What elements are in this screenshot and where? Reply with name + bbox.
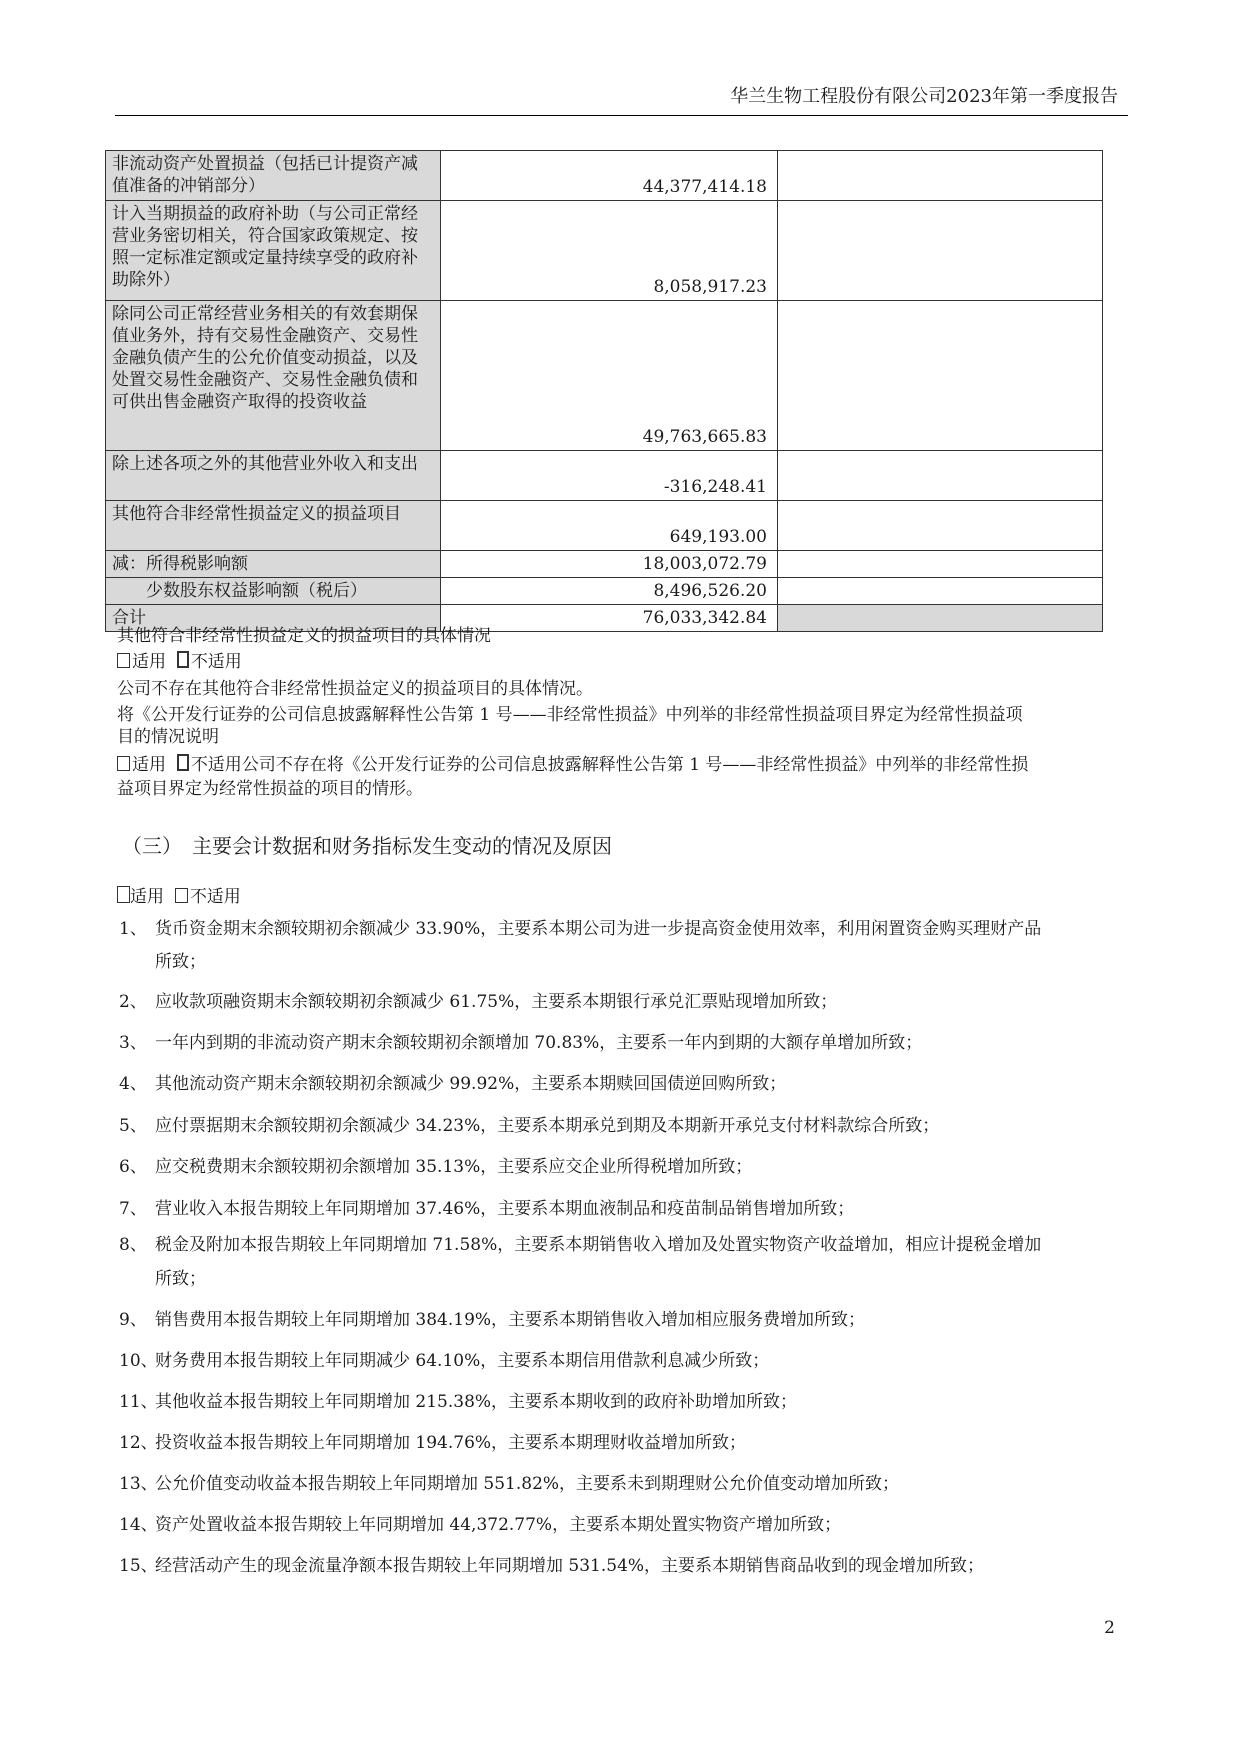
checkbox-applicable[interactable] bbox=[117, 653, 130, 668]
table-row bbox=[106, 578, 1103, 605]
checkbox-applicable[interactable] bbox=[117, 756, 130, 771]
item-cell: 除上述各项之外的其他营业外收入和支出 bbox=[106, 451, 441, 501]
list-item bbox=[119, 1073, 786, 1095]
list-item: 所致； bbox=[155, 952, 206, 972]
table-row bbox=[106, 201, 1103, 301]
list-number: 3、 bbox=[119, 1033, 147, 1053]
label-not-applicable: 不适用 bbox=[189, 887, 241, 907]
table-row bbox=[106, 551, 1103, 578]
amount-cell: 44,377,414.18 bbox=[441, 151, 778, 201]
list-item bbox=[119, 1514, 841, 1536]
list-text: 一年内到期的非流动资产期末余额较期初余额增加 70.83%，主要系一年内到期的大额存单增加所致； bbox=[155, 1033, 923, 1053]
list-item bbox=[119, 918, 1041, 940]
item-cell: 减：所得税影响额 bbox=[106, 551, 441, 578]
note-cell bbox=[778, 501, 1103, 551]
list-number: 10、 bbox=[119, 1351, 158, 1371]
list-item bbox=[119, 1391, 797, 1413]
checkbox-not-applicable[interactable] bbox=[175, 888, 188, 903]
table-row bbox=[106, 301, 1103, 451]
reclass-title-line1: 将《公开发行证券的公司信息披露解释性公告第 1 号——非经常性损益》中列举的非经常性损益项目界定为经常性损益项 bbox=[117, 705, 1023, 725]
note-cell bbox=[778, 605, 1103, 632]
list-number: 1、 bbox=[119, 919, 147, 939]
list-text: 投资收益本报告期较上年同期增加 194.76%，主要系本期理财收益增加所致； bbox=[155, 1433, 747, 1453]
amount-cell: 18,003,072.79 bbox=[441, 551, 778, 578]
list-item bbox=[119, 991, 837, 1013]
list-number: 5、 bbox=[119, 1116, 147, 1136]
note-cell bbox=[778, 551, 1103, 578]
list-number: 9、 bbox=[119, 1310, 147, 1330]
list-item bbox=[119, 1198, 854, 1220]
list-item bbox=[119, 1555, 984, 1577]
list-item bbox=[119, 1350, 769, 1372]
list-text: 其他收益本报告期较上年同期增加 215.38%，主要系本期收到的政府补助增加所致； bbox=[155, 1392, 798, 1412]
reclass-statement-line1 bbox=[117, 754, 1028, 776]
list-number: 6、 bbox=[119, 1157, 147, 1177]
list-text: 经营活动产生的现金流量净额本报告期较上年同期增加 531.54%，主要系本期销售商品收到的现金增加所致； bbox=[155, 1556, 985, 1576]
other-items-statement: 公司不存在其他符合非经常性损益定义的损益项目的具体情况。 bbox=[117, 679, 593, 699]
list-text: 公允价值变动收益本报告期较上年同期增加 551.82%，主要系未到期理财公允价值变动增加所致； bbox=[155, 1474, 900, 1494]
amount-cell: 649,193.00 bbox=[441, 501, 778, 551]
table-row bbox=[106, 151, 1103, 201]
list-text: 其他流动资产期末余额较期初余额减少 99.92%，主要系本期赎回国债逆回购所致； bbox=[155, 1074, 787, 1094]
other-items-title: 其他符合非经常性损益定义的损益项目的具体情况 bbox=[117, 626, 491, 646]
table-row bbox=[106, 501, 1103, 551]
list-item bbox=[119, 1234, 1041, 1256]
list-text: 税金及附加本报告期较上年同期增加 71.58%，主要系本期销售收入增加及处置实物资产收益增加，相应计提税金增加 bbox=[155, 1235, 1042, 1255]
list-number: 4、 bbox=[119, 1074, 147, 1094]
list-number: 15、 bbox=[119, 1556, 158, 1576]
list-number: 8、 bbox=[119, 1235, 147, 1255]
list-number: 12、 bbox=[119, 1433, 158, 1453]
list-text: 营业收入本报告期较上年同期增加 37.46%，主要系本期血液制品和疫苗制品销售增加所致； bbox=[155, 1199, 855, 1219]
report-header: 华兰生物工程股份有限公司2023年第一季度报告 bbox=[730, 86, 1118, 107]
list-number: 14、 bbox=[119, 1515, 158, 1535]
list-text: 销售费用本报告期较上年同期增加 384.19%，主要系本期销售收入增加相应服务费增加所致； bbox=[155, 1310, 866, 1330]
list-item bbox=[119, 1032, 922, 1054]
item-cell: 计入当期损益的政府补助（与公司正常经营业务密切相关，符合国家政策规定、按照一定标准定额或定量持续享受的政府补助除外） bbox=[106, 201, 441, 301]
item-cell: 其他符合非经常性损益定义的损益项目 bbox=[106, 501, 441, 551]
note-cell bbox=[778, 201, 1103, 301]
amount-cell: 8,058,917.23 bbox=[441, 201, 778, 301]
list-item bbox=[119, 1115, 939, 1137]
list-item: 所致； bbox=[155, 1269, 206, 1289]
other-items-checkboxes bbox=[117, 651, 242, 673]
list-item bbox=[119, 1309, 865, 1331]
label-not-applicable: 不适用 bbox=[190, 652, 242, 672]
checkbox-not-applicable[interactable] bbox=[177, 754, 189, 771]
reclass-title-line2: 目的情况说明 bbox=[117, 727, 219, 747]
item-cell: 合计 bbox=[106, 605, 441, 632]
item-cell: 非流动资产处置损益（包括已计提资产减值准备的冲销部分） bbox=[106, 151, 441, 201]
item-cell: 少数股东权益影响额（税后） bbox=[106, 578, 441, 605]
list-number: 2、 bbox=[119, 992, 147, 1012]
note-cell bbox=[778, 151, 1103, 201]
list-text: 应付票据期末余额较期初余额减少 34.23%，主要系本期承兑到期及本期新开承兑支付材料款综合所致； bbox=[155, 1116, 940, 1136]
section-heading: （三） 主要会计数据和财务指标发生变动的情况及原因 bbox=[122, 834, 612, 858]
amount-cell: 49,763,665.83 bbox=[441, 301, 778, 451]
label-applicable: 适用 bbox=[132, 755, 166, 775]
table-row bbox=[106, 451, 1103, 501]
reclass-statement: 公司不存在将《公开发行证券的公司信息披露解释性公告第 1 号——非经常性损益》中列举的非经常性损 bbox=[241, 755, 1029, 775]
note-cell bbox=[778, 301, 1103, 451]
item-cell: 除同公司正常经营业务相关的有效套期保值业务外，持有交易性金融资产、交易性金融负债产生的公允价值变动损益，以及处置交易性金融资产、交易性金融负债和可供出售金融资产取得的投资收益 bbox=[106, 301, 441, 451]
section3-checkboxes bbox=[117, 886, 241, 908]
header-rule bbox=[115, 115, 1128, 116]
list-item bbox=[119, 1473, 899, 1495]
list-text: 应交税费期末余额较期初余额增加 35.13%，主要系应交企业所得税增加所致； bbox=[155, 1157, 753, 1177]
label-not-applicable: 不适用 bbox=[190, 755, 242, 775]
note-cell bbox=[778, 451, 1103, 501]
list-item bbox=[119, 1156, 752, 1178]
list-text: 应收款项融资期末余额较期初余额减少 61.75%，主要系本期银行承兑汇票贴现增加所致； bbox=[155, 992, 838, 1012]
reclass-statement-line2: 益项目界定为经常性损益的项目的情形。 bbox=[117, 779, 423, 799]
list-text: 资产处置收益本报告期较上年同期增加 44,372.77%，主要系本期处置实物资产增加所致； bbox=[155, 1515, 842, 1535]
list-number: 13、 bbox=[119, 1474, 158, 1494]
amount-cell: -316,248.41 bbox=[441, 451, 778, 501]
list-text: 财务费用本报告期较上年同期减少 64.10%，主要系本期信用借款利息减少所致； bbox=[155, 1351, 770, 1371]
list-number: 7、 bbox=[119, 1199, 147, 1219]
page-number: 2 bbox=[1104, 1618, 1115, 1638]
list-item bbox=[119, 1432, 746, 1454]
amount-cell: 76,033,342.84 bbox=[441, 605, 778, 632]
non-recurring-items-table bbox=[105, 150, 1103, 632]
checkbox-not-applicable[interactable] bbox=[177, 651, 189, 668]
label-applicable: 适用 bbox=[130, 887, 164, 907]
list-number: 11、 bbox=[119, 1392, 158, 1412]
label-applicable: 适用 bbox=[132, 652, 166, 672]
list-text: 货币资金期末余额较期初余额减少 33.90%，主要系本期公司为进一步提高资金使用效率，利用闲置资金购买理财产品 bbox=[155, 919, 1042, 939]
checkbox-applicable[interactable] bbox=[117, 886, 130, 903]
amount-cell: 8,496,526.20 bbox=[441, 578, 778, 605]
note-cell bbox=[778, 578, 1103, 605]
